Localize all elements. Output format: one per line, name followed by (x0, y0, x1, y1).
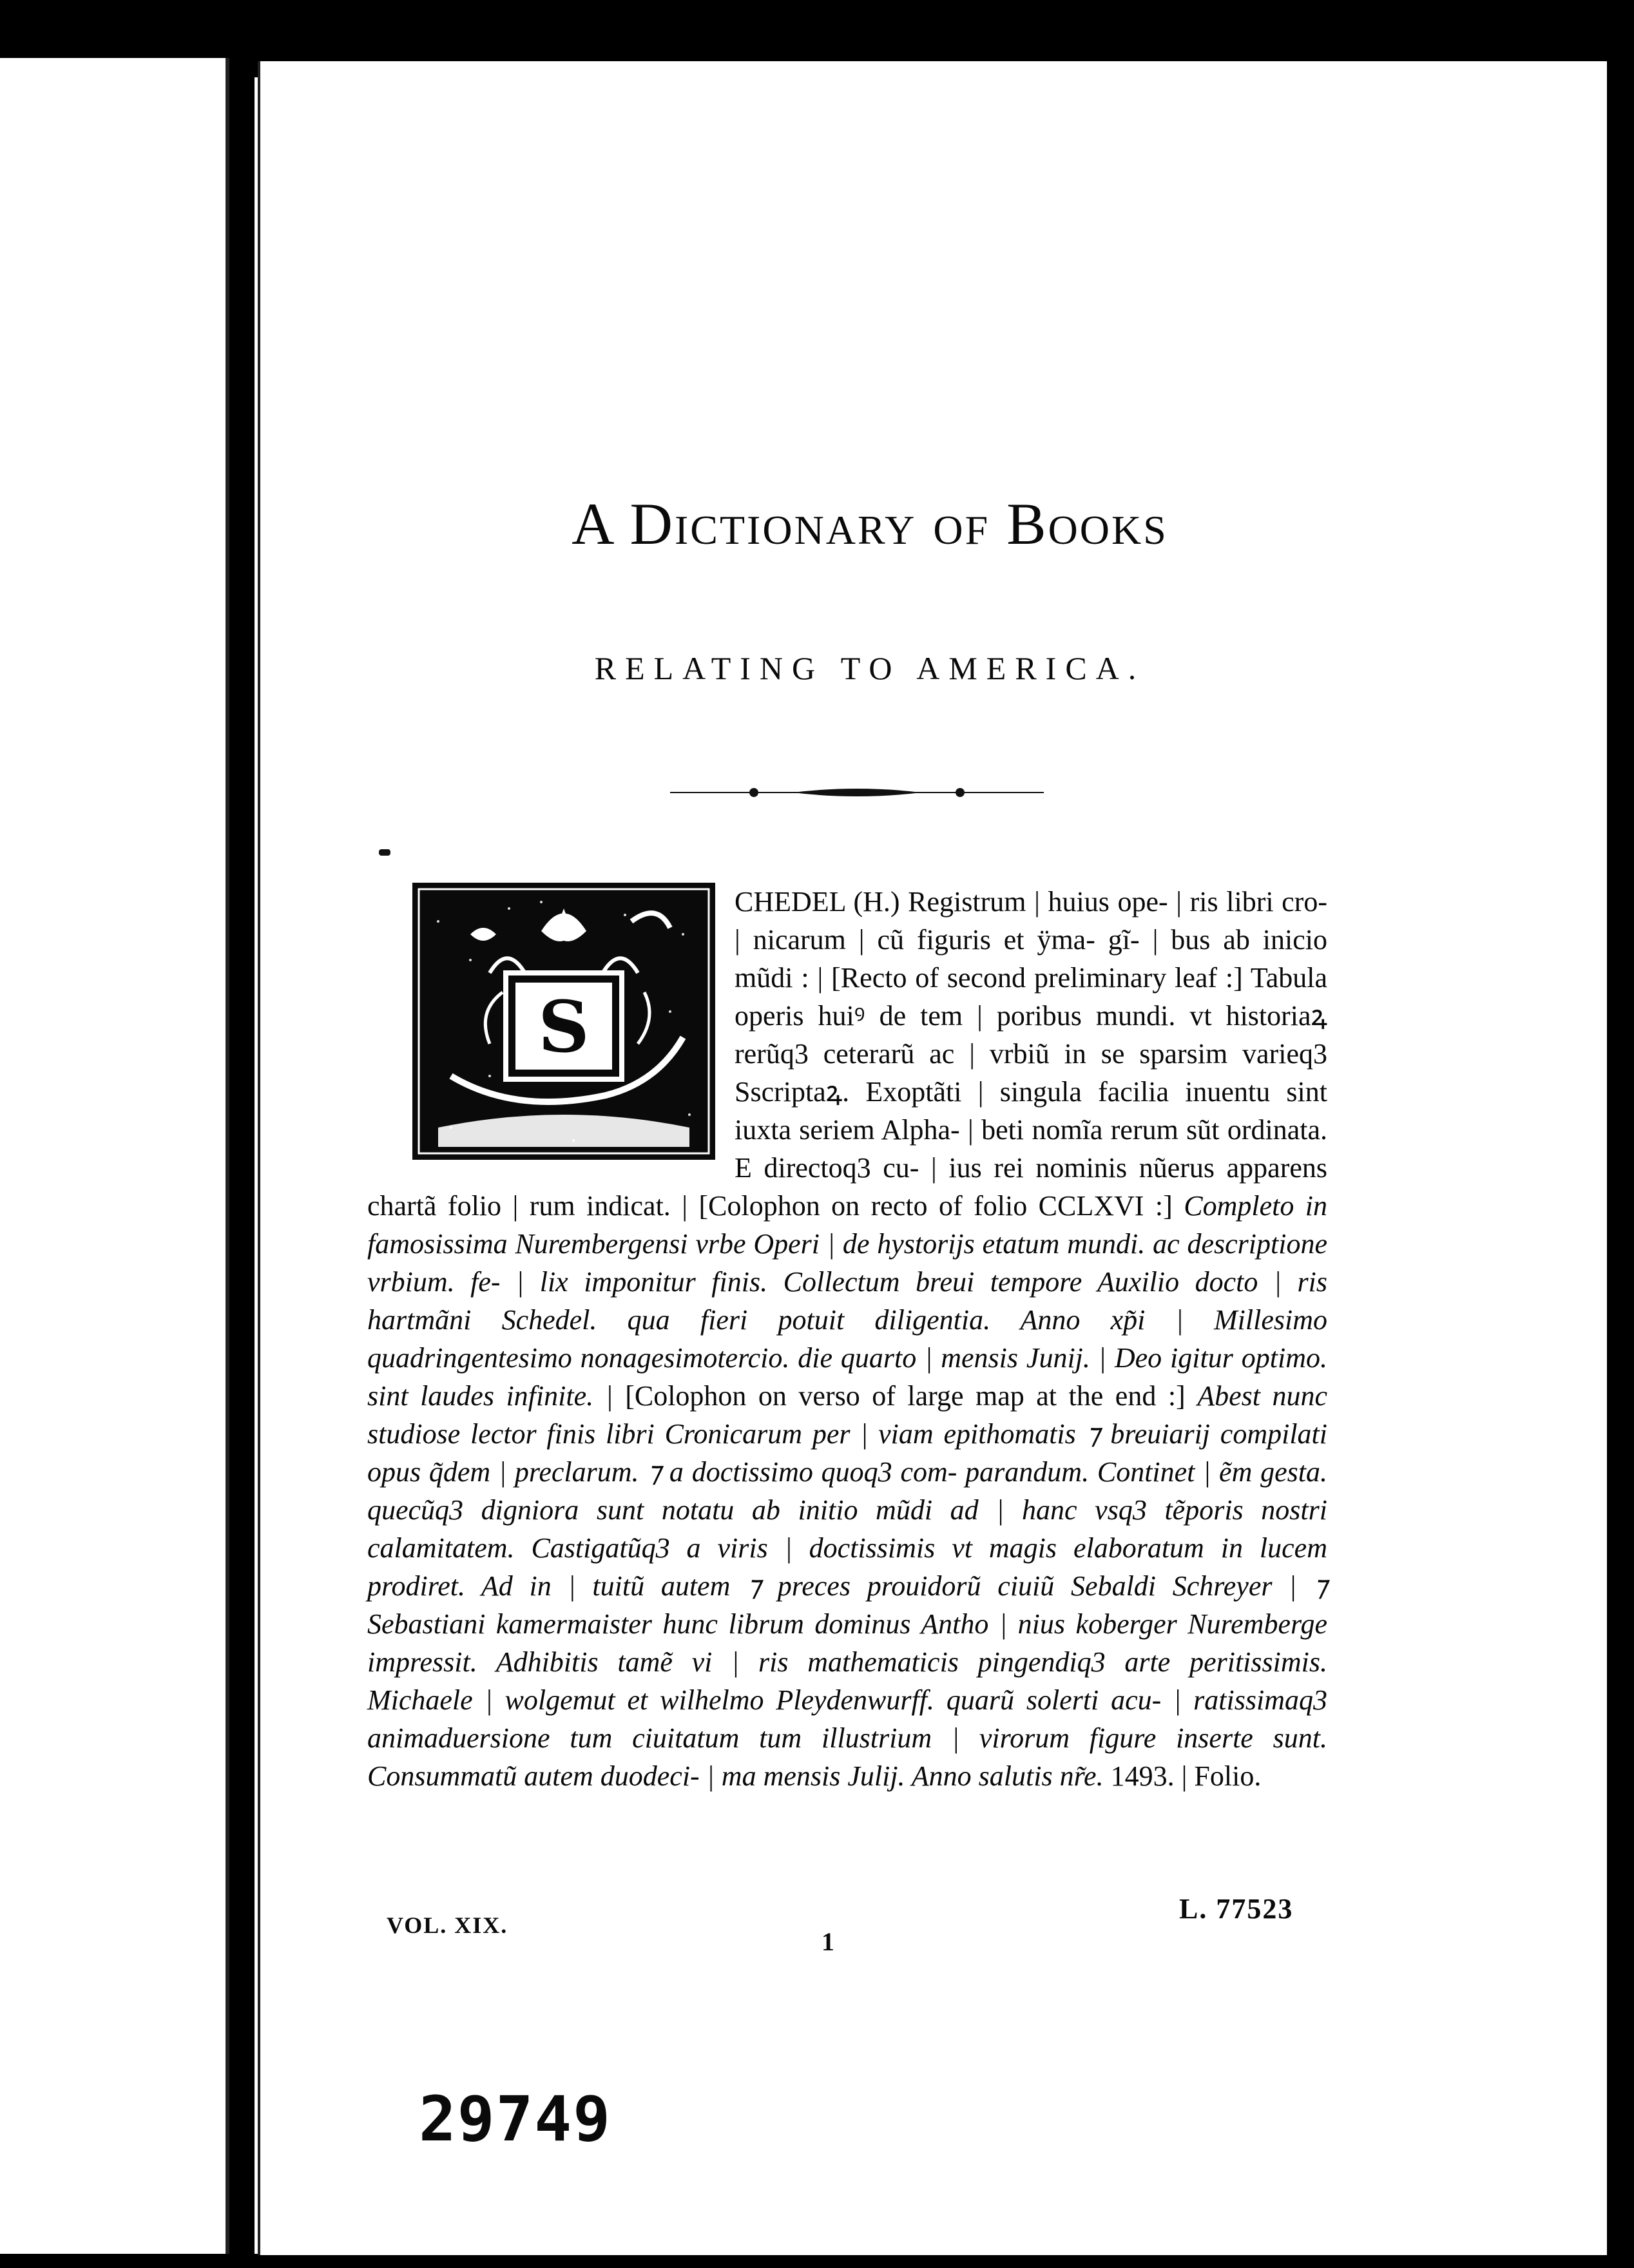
accession-stamp: 29749 (419, 2083, 611, 2155)
stray-mark (379, 849, 390, 856)
scan-border-bottom (0, 2254, 1634, 2268)
ornamental-initial (412, 883, 715, 1160)
bibliographic-entry (367, 883, 1327, 1795)
page-number: 1 (822, 1927, 834, 1956)
entry-format: 1493. | Folio. (1103, 1760, 1262, 1792)
colophon-recto-text: Completo in famosissima Nurembergensi vrbe Operi | de hystorijs etatum mundi. ac descriptione vrbium. fe- | lix imponitur finis. Collectum breui tempore Auxilio docto | ris hartmãni Schedel. qua fieri potuit diligentia. Anno xp̃i | Millesimo quadringentesimo nonagesimotercio. die quarto | mensis Junij. | Deo igitur optimo. sint laudes infinite. | (367, 1190, 1328, 1412)
colophon-verso-text: Abest nunc studiose lector finis libri Cronicarum per | viam epithomatis ⁊ breuiarij compilati opus q̃dem | preclarum. ⁊ a doctissimo quoq3 com- parandum. Continet | ẽm gesta. quecũq3 digniora sunt notatu ab initio mũdi ad | hanc vsq3 tẽporis nostri calamitatem. Castigatũq3 a viris | doctissimis vt magis elaboratum in lucem prodiret. Ad in | tuitũ autem ⁊ preces prouidorũ ciuiũ Sebaldi Schreyer | ⁊ Sebastiani kamermaister hunc librum dominus Antho | nius koberger Nuremberge impressit. Adhibitis tamẽ vi | ris mathematicis pingendiq3 arte peritissimis. Michaele | wolgemut et wilhelmo Pleydenwurff. quarũ solerti acu- | ratissimaq3 animaduersione tum ciuitatum tum illustrium | virorum figure inserte sunt. Consummatũ autem duodeci- | ma mensis Julij. Anno salutis nr̃e. (367, 1380, 1327, 1792)
entry-text: CHEDEL (H.) Registrum | huius ope- | ris libri cro- | nicarum | cũ figuris et ÿma- gĩ- | bus ab inicio mũdi : | [Recto of second preliminary leaf :] Tabula operis huiꝰ de tem | poribus mundi. vt historiaꝝ rerũq3 ceterarũ ac | vrbiũ in se sparsim varieq3 Sscriptaꝝ. Exoptãti | singula facilia inuentu sint iuxta seriem Alpha- | beti nomĩa rerum sũt ordinata. E directoq3 cu- | ius rei nominis nũerus apparens chartã folio | rum indicat. | [Colophon on recto of folio CCLXVI :] (367, 886, 1327, 1222)
page-title: A Dictionary of Books (572, 491, 1168, 557)
page-subtitle: RELATING TO AMERICA. (594, 650, 1146, 686)
facing-page-edge (0, 58, 229, 2268)
drop-cap-letter: S (538, 985, 590, 1068)
ornamental-rule (670, 780, 1044, 805)
entry-text-mid: [Colophon on verso of large map at the end :] (613, 1380, 1198, 1412)
reference-number: L. 77523 (1179, 1893, 1294, 1925)
volume-label: VOL. XIX. (387, 1912, 508, 1938)
scan-border-right (1605, 0, 1634, 2268)
